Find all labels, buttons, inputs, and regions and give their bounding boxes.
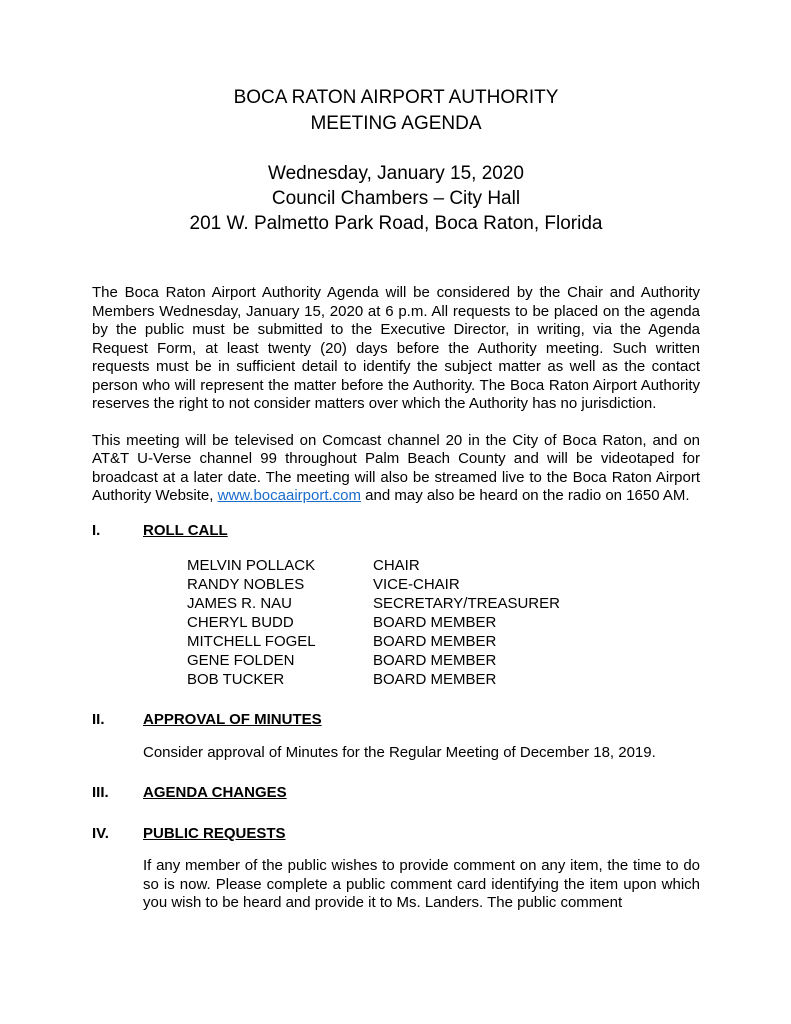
section-numeral: II. bbox=[92, 711, 105, 728]
member-name: MELVIN POLLACK bbox=[187, 557, 316, 574]
member-role: CHAIR bbox=[373, 557, 420, 574]
member-name: BOB TUCKER bbox=[187, 671, 285, 688]
roster-row bbox=[187, 613, 700, 632]
roster-row bbox=[187, 575, 700, 594]
intro-paragraph: The Boca Raton Airport Authority Agenda will be considered by the Chair and Authority Members Wednesday, January 15, 2020 at 6 p.m. All requests to be placed on the agenda by the public must be submitted to the Executive Director, in writing, via the Agenda Request Form, at least twenty (20) days before the Authority meeting. Such written requests must be in sufficient detail to identify the subject matter as well as the contact person who will represent the matter before the Authority. The Boca Raton Airport Authority reserves the right to not consider matters over which the Authority has no jurisdiction. bbox=[92, 284, 700, 412]
member-name: RANDY NOBLES bbox=[187, 576, 305, 593]
section-roll-call-head bbox=[92, 522, 700, 541]
member-name: MITCHELL FOGEL bbox=[187, 633, 316, 650]
section-heading-roll-call: ROLL CALL bbox=[143, 521, 228, 539]
broadcast-text-after-link: and may also be heard on the radio on 1650 AM. bbox=[361, 487, 690, 504]
roster-row bbox=[187, 670, 700, 689]
section-agenda-changes bbox=[92, 784, 700, 803]
section-public-requests-head bbox=[92, 825, 700, 844]
member-role: VICE-CHAIR bbox=[373, 576, 460, 593]
member-role: BOARD MEMBER bbox=[373, 652, 497, 669]
public-requests-body: If any member of the public wishes to provide comment on any item, the time to do so is now. Please complete a public comment card identifying the item upon which you wish to be heard and provide it to Ms. Landers. The public comment bbox=[143, 857, 700, 911]
section-numeral: IV. bbox=[92, 824, 109, 842]
section-approval-of-minutes bbox=[92, 711, 700, 762]
meeting-info-block bbox=[92, 161, 700, 236]
member-role: SECRETARY/TREASURER bbox=[373, 595, 560, 612]
member-name: GENE FOLDEN bbox=[187, 652, 295, 669]
section-approval-head bbox=[92, 711, 700, 730]
meeting-date: Wednesday, January 15, 2020 bbox=[268, 163, 524, 184]
member-role: BOARD MEMBER bbox=[373, 614, 497, 631]
section-agenda-changes-head bbox=[92, 784, 700, 803]
document-header bbox=[92, 85, 700, 236]
document-title-line2: MEETING AGENDA bbox=[310, 113, 482, 134]
roster-row bbox=[187, 594, 700, 613]
member-name: JAMES R. NAU bbox=[187, 595, 293, 612]
section-roll-call bbox=[92, 522, 700, 690]
website-link[interactable]: www.bocaairport.com bbox=[217, 487, 362, 504]
section-numeral: III. bbox=[92, 784, 109, 801]
member-name: CHERYL BUDD bbox=[187, 614, 294, 631]
roster-row bbox=[187, 651, 700, 670]
roster-row bbox=[187, 632, 700, 651]
roll-call-roster bbox=[187, 556, 700, 689]
member-role: BOARD MEMBER bbox=[373, 671, 497, 688]
section-heading-approval-of-minutes: APPROVAL OF MINUTES bbox=[143, 711, 322, 728]
document-title-line1: BOCA RATON AIRPORT AUTHORITY bbox=[233, 87, 559, 108]
approval-of-minutes-body: Consider approval of Minutes for the Regular Meeting of December 18, 2019. bbox=[143, 743, 656, 761]
section-public-requests bbox=[92, 825, 700, 913]
broadcast-text-before-link: This meeting will be televised on Comcast channel 20 in the City of Boca Raton, and on AT&T U-Verse channel 99 throughout Palm Beach County and will be videotaped for broadcast at a later date. The meeting will also be streamed live to the Boca Raton Airport Authority Website, bbox=[92, 431, 700, 504]
meeting-address: 201 W. Palmetto Park Road, Boca Raton, Florida bbox=[189, 213, 603, 234]
broadcast-paragraph bbox=[92, 432, 700, 506]
section-numeral: I. bbox=[92, 521, 101, 539]
meeting-location: Council Chambers – City Hall bbox=[271, 188, 521, 209]
section-heading-agenda-changes: AGENDA CHANGES bbox=[143, 784, 287, 801]
member-role: BOARD MEMBER bbox=[373, 633, 497, 650]
roster-row bbox=[187, 556, 700, 575]
section-heading-public-requests: PUBLIC REQUESTS bbox=[143, 824, 286, 842]
